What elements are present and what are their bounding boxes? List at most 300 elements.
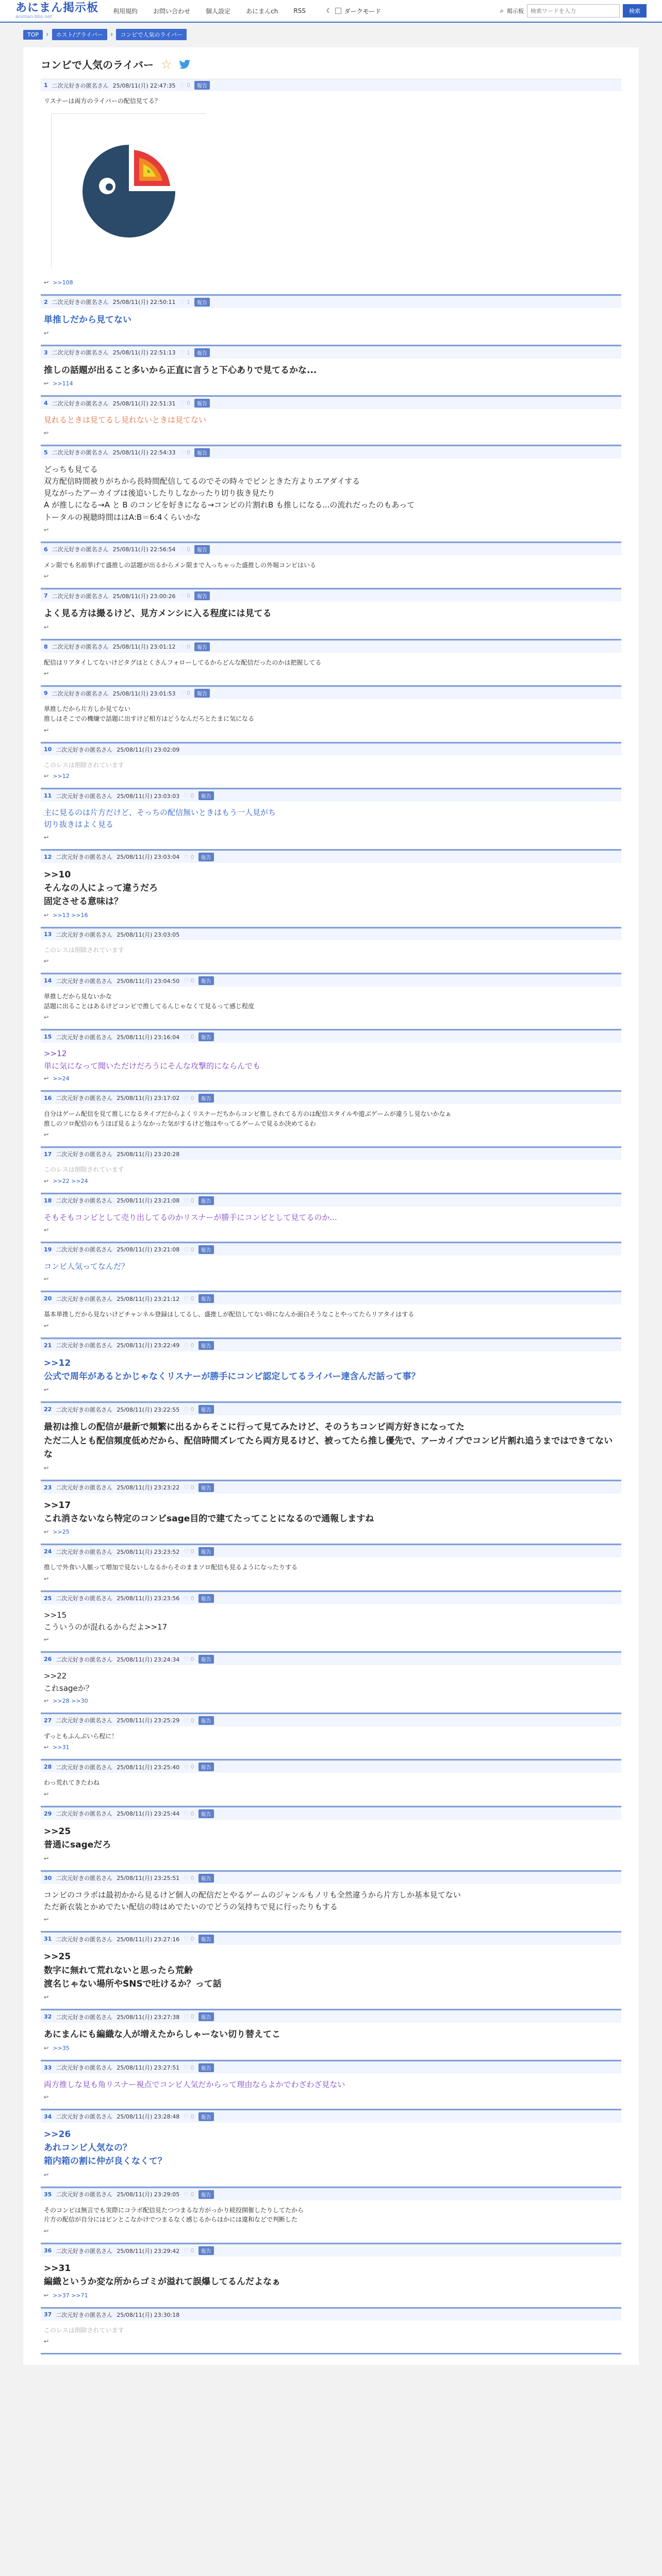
good-button[interactable] bbox=[184, 1406, 194, 1413]
good-count: 0 bbox=[186, 690, 190, 697]
post-footer bbox=[41, 2093, 621, 2107]
post-footer bbox=[41, 833, 621, 847]
post-number[interactable]: 31 bbox=[44, 1936, 52, 1943]
post-number[interactable]: 29 bbox=[44, 1810, 52, 1817]
report-button[interactable]: 報告 bbox=[194, 399, 210, 408]
poster-name: 二次元好きの匿名さん bbox=[56, 1764, 113, 1771]
post-body: このレスは削除されています bbox=[44, 1166, 124, 1174]
post-header bbox=[41, 347, 621, 359]
post-footer bbox=[41, 957, 621, 971]
post-item bbox=[41, 851, 621, 928]
heart-icon: ♡ bbox=[184, 2013, 189, 2021]
post-body: >>25 普通にsageだろ bbox=[44, 1826, 111, 1851]
post-number[interactable]: 18 bbox=[44, 1197, 52, 1204]
poster-name: 二次元好きの匿名さん bbox=[56, 2247, 113, 2255]
good-count: 0 bbox=[190, 1406, 194, 1413]
post-item bbox=[41, 687, 621, 743]
good-button[interactable] bbox=[184, 1936, 194, 1942]
post-item bbox=[41, 2010, 621, 2061]
reply-anchors[interactable]: >>24 bbox=[53, 1075, 70, 1082]
good-button[interactable] bbox=[184, 977, 194, 984]
post-date: 25/08/11(月) 23:20:28 bbox=[117, 1151, 180, 1158]
reply-anchors[interactable]: >>12 bbox=[53, 773, 70, 780]
reply-icon[interactable]: ↩ bbox=[44, 380, 49, 387]
heart-icon: ♡ bbox=[184, 1484, 189, 1491]
good-button[interactable] bbox=[184, 1717, 194, 1724]
good-button[interactable] bbox=[184, 792, 194, 799]
post-header bbox=[41, 2011, 621, 2023]
post-number[interactable]: 10 bbox=[44, 746, 52, 753]
report-button[interactable]: 報告 bbox=[198, 1245, 214, 1254]
good-count: 0 bbox=[190, 792, 194, 800]
heart-icon: ♡ bbox=[184, 1406, 189, 1413]
good-button[interactable] bbox=[184, 2013, 194, 2020]
good-button[interactable] bbox=[184, 2064, 194, 2071]
report-button[interactable]: 報告 bbox=[198, 1547, 214, 1556]
reply-icon[interactable]: ↩ bbox=[44, 1386, 49, 1394]
good-button[interactable] bbox=[184, 1595, 194, 1602]
post-number[interactable]: 30 bbox=[44, 1874, 52, 1882]
post-number[interactable]: 14 bbox=[44, 977, 52, 985]
heart-icon: ♡ bbox=[184, 1717, 189, 1724]
post-header bbox=[41, 2245, 621, 2257]
good-button[interactable] bbox=[180, 643, 190, 650]
reply-icon[interactable]: ↩ bbox=[44, 1855, 49, 1862]
post-header bbox=[41, 79, 621, 91]
dark-mode-toggle[interactable] bbox=[326, 7, 381, 15]
post-number[interactable]: 37 bbox=[44, 2311, 52, 2318]
post-body: >>25 数字に無れて荒れないと思ったら荒齢 渡名じゃない場所やSNSで吐けるか？って話 bbox=[44, 1952, 222, 1989]
report-button[interactable]: 報告 bbox=[198, 1032, 214, 1041]
nav-contact[interactable]: お問い合わせ bbox=[153, 7, 191, 15]
report-button[interactable]: 報告 bbox=[194, 642, 210, 651]
poster-name: 二次元好きの匿名さん bbox=[52, 82, 109, 89]
post-item bbox=[41, 1148, 621, 1194]
poster-name: 二次元好きの匿名さん bbox=[56, 931, 113, 938]
chevron-right-icon: › bbox=[46, 30, 49, 39]
poster-name: 二次元好きの匿名さん bbox=[56, 1342, 113, 1349]
post-body: >>22 これsageか？ bbox=[44, 1671, 93, 1693]
post-divider bbox=[41, 1401, 621, 1403]
post-body: >>12 単に気になって聞いただけだろうにそんな攻撃的にならんでも bbox=[44, 1049, 261, 1071]
breadcrumb-thread[interactable]: コンビで人気のライバー bbox=[116, 29, 186, 40]
post-header bbox=[41, 1653, 621, 1665]
nav-rss[interactable]: RSS bbox=[293, 7, 306, 14]
report-button[interactable]: 報告 bbox=[198, 1094, 214, 1103]
report-button[interactable]: 報告 bbox=[198, 1809, 214, 1818]
post-body: コンビ人気ってなんだ？ bbox=[44, 1261, 129, 1271]
poster-name: 二次元好きの匿名さん bbox=[56, 1246, 113, 1253]
good-button[interactable] bbox=[180, 82, 190, 89]
post-divider bbox=[41, 294, 621, 296]
post-footer bbox=[41, 572, 621, 586]
post-number[interactable]: 28 bbox=[44, 1764, 52, 1771]
site-logo[interactable] bbox=[15, 2, 98, 20]
heart-icon: ♡ bbox=[179, 643, 185, 650]
breadcrumb-top[interactable]: TOP bbox=[23, 30, 43, 40]
report-button[interactable]: 報告 bbox=[194, 545, 210, 554]
good-button[interactable] bbox=[184, 1095, 194, 1101]
report-button[interactable]: 報告 bbox=[198, 1196, 214, 1205]
heart-icon: ♡ bbox=[184, 1810, 189, 1817]
good-button[interactable] bbox=[184, 2191, 194, 2198]
post-date: 25/08/11(月) 23:03:04 bbox=[117, 854, 180, 861]
post-footer bbox=[41, 1697, 621, 1710]
thread-title: コンビで人気のライバー bbox=[41, 59, 154, 71]
nav-animanch[interactable]: あにまんch bbox=[246, 7, 278, 15]
good-button[interactable] bbox=[184, 1548, 194, 1555]
reply-icon[interactable]: ↩ bbox=[44, 726, 49, 734]
post-number[interactable]: 34 bbox=[44, 2113, 52, 2120]
post-footer bbox=[41, 1013, 621, 1027]
good-button[interactable] bbox=[184, 2247, 194, 2254]
reply-anchors[interactable]: >>114 bbox=[53, 380, 73, 387]
reply-icon[interactable]: ↩ bbox=[44, 834, 49, 841]
good-button[interactable] bbox=[184, 1033, 194, 1040]
post-body: どっちも見てる 双方配信時間被りがちから長時間配信してるのでその時々でピンときた方よりエアダイする 見ながったアーカイブは後追いしたりしなかったり切り抜き見たり A が推しになる→A と B のコンビを好きになる→コンビの片割れB も推しになる...の流れだったのもあって トータルの視聴時間ははA:B＝6:4くらいかな bbox=[44, 464, 415, 522]
post-number[interactable]: 23 bbox=[44, 1484, 52, 1491]
post-header bbox=[41, 641, 621, 653]
reply-icon[interactable]: ↩ bbox=[44, 1131, 49, 1139]
reply-icon[interactable]: ↩ bbox=[44, 670, 49, 677]
post-divider bbox=[41, 1146, 621, 1148]
post-number[interactable]: 1 bbox=[44, 82, 48, 89]
post-body: そのコンビは無言でも実際にコラボ配信見たつつまるな方がっかり続投開催したりしてたから 片方の配信が自分にはピンとこなかけでつまるなく感じるからほかには違和などで判断した bbox=[44, 2206, 304, 2224]
dark-mode-checkbox[interactable] bbox=[335, 8, 341, 14]
post-number[interactable]: 12 bbox=[44, 853, 52, 860]
post-footer bbox=[41, 526, 621, 539]
good-button[interactable] bbox=[180, 690, 190, 697]
post-footer bbox=[41, 911, 621, 925]
post-number[interactable]: 27 bbox=[44, 1717, 52, 1724]
good-button[interactable] bbox=[180, 349, 190, 356]
post-header bbox=[41, 1403, 621, 1415]
reply-icon[interactable]: ↩ bbox=[44, 1744, 49, 1751]
reply-icon[interactable]: ↩ bbox=[44, 911, 49, 919]
post-date: 25/08/11(月) 23:16:04 bbox=[117, 1033, 180, 1041]
good-count: 0 bbox=[186, 592, 190, 600]
reply-anchors[interactable]: >>22 >>24 bbox=[53, 1177, 88, 1184]
twitter-share-icon[interactable] bbox=[179, 60, 191, 69]
reply-icon[interactable]: ↩ bbox=[44, 1464, 49, 1471]
good-button[interactable] bbox=[184, 1484, 194, 1491]
good-button[interactable] bbox=[184, 2113, 194, 2120]
post-footer bbox=[41, 429, 621, 443]
post-divider bbox=[41, 1544, 621, 1545]
post-number[interactable]: 24 bbox=[44, 1548, 52, 1555]
post-number[interactable]: 20 bbox=[44, 1295, 52, 1302]
post-item bbox=[41, 1714, 621, 1761]
post-item bbox=[41, 1243, 621, 1292]
heart-icon: ♡ bbox=[184, 977, 189, 985]
post-footer bbox=[41, 2337, 621, 2351]
reply-icon[interactable]: ↩ bbox=[44, 1322, 49, 1329]
post-body: >>26 あれコンビ人気なの？ 箱内箱の割に仲が良くなくて？ bbox=[44, 2129, 167, 2167]
reply-icon[interactable]: ↩ bbox=[44, 773, 49, 780]
good-button[interactable] bbox=[180, 299, 190, 306]
post-header bbox=[41, 1244, 621, 1256]
reply-icon[interactable]: ↩ bbox=[44, 526, 49, 533]
post-divider bbox=[41, 927, 621, 928]
post-divider bbox=[41, 345, 621, 346]
post-number[interactable]: 9 bbox=[44, 690, 48, 697]
report-button[interactable]: 報告 bbox=[194, 81, 210, 90]
post-number[interactable]: 21 bbox=[44, 1342, 52, 1349]
poster-name: 二次元好きの匿名さん bbox=[56, 792, 113, 800]
post-number[interactable]: 22 bbox=[44, 1406, 52, 1413]
reply-icon[interactable]: ↩ bbox=[44, 2228, 49, 2234]
heart-icon: ♡ bbox=[184, 2191, 189, 2198]
reply-icon[interactable]: ↩ bbox=[44, 1014, 49, 1021]
good-button[interactable] bbox=[184, 1246, 194, 1253]
reply-icon[interactable]: ↩ bbox=[44, 958, 49, 965]
search-input[interactable] bbox=[527, 4, 620, 18]
good-button[interactable] bbox=[180, 592, 190, 599]
post-date: 25/08/11(月) 23:03:03 bbox=[117, 792, 180, 800]
post-number[interactable]: 3 bbox=[44, 349, 48, 356]
post-number[interactable]: 19 bbox=[44, 1246, 52, 1253]
post-body: ずっともふんぶいら程に！ bbox=[44, 1732, 118, 1740]
heart-icon: ♡ bbox=[184, 1033, 189, 1041]
post-number[interactable]: 4 bbox=[44, 400, 48, 407]
dark-mode-label: ダークモード bbox=[344, 7, 382, 15]
reply-icon[interactable]: ↩ bbox=[44, 623, 49, 631]
post-footer bbox=[41, 278, 621, 292]
post-number[interactable]: 26 bbox=[44, 1656, 52, 1663]
reply-icon[interactable]: ↩ bbox=[44, 1177, 49, 1184]
post-item bbox=[41, 2110, 621, 2188]
reply-icon[interactable]: ↩ bbox=[44, 1075, 49, 1082]
poster-name: 二次元好きの匿名さん bbox=[56, 1548, 113, 1555]
post-divider bbox=[41, 2353, 621, 2354]
poster-name: 二次元好きの匿名さん bbox=[56, 977, 113, 985]
post-date: 25/08/11(月) 22:51:13 bbox=[112, 349, 176, 357]
reply-icon[interactable]: ↩ bbox=[44, 1276, 49, 1283]
post-image[interactable] bbox=[51, 113, 206, 268]
post-item bbox=[41, 589, 621, 640]
logo-sub: animan-bbs.net bbox=[15, 14, 52, 20]
reply-icon[interactable]: ↩ bbox=[44, 2171, 49, 2178]
report-button[interactable]: 報告 bbox=[198, 1483, 214, 1492]
post-date: 25/08/11(月) 23:25:29 bbox=[117, 1717, 180, 1724]
post-number[interactable]: 7 bbox=[44, 592, 48, 600]
post-number[interactable]: 15 bbox=[44, 1033, 52, 1041]
good-button[interactable] bbox=[184, 1875, 194, 1882]
report-button[interactable]: 報告 bbox=[194, 448, 210, 457]
report-button[interactable]: 報告 bbox=[198, 853, 214, 861]
good-button[interactable] bbox=[184, 1295, 194, 1302]
post-date: 25/08/11(月) 23:02:09 bbox=[117, 746, 180, 753]
post-divider bbox=[41, 2109, 621, 2110]
reply-icon[interactable]: ↩ bbox=[44, 1226, 49, 1233]
post-date: 25/08/11(月) 23:23:56 bbox=[117, 1595, 180, 1602]
post-number[interactable]: 25 bbox=[44, 1595, 52, 1602]
thread-header bbox=[41, 53, 621, 79]
report-button[interactable]: 報告 bbox=[198, 1655, 214, 1664]
post-item bbox=[41, 1030, 621, 1092]
report-button[interactable]: 報告 bbox=[198, 2190, 214, 2199]
poster-name: 二次元好きの匿名さん bbox=[56, 2113, 113, 2121]
post-divider bbox=[41, 395, 621, 397]
report-button[interactable]: 報告 bbox=[198, 1594, 214, 1603]
report-button[interactable]: 報告 bbox=[198, 2063, 214, 2072]
reply-icon[interactable]: ↩ bbox=[44, 573, 49, 580]
good-count: 0 bbox=[190, 1033, 194, 1041]
report-button[interactable]: 報告 bbox=[198, 2112, 214, 2121]
post-divider bbox=[41, 1806, 621, 1807]
report-button[interactable]: 報告 bbox=[198, 1762, 214, 1771]
good-count: 0 bbox=[186, 82, 190, 89]
report-button[interactable]: 報告 bbox=[194, 591, 210, 600]
post-date: 25/08/11(月) 23:22:49 bbox=[117, 1342, 180, 1349]
post-item bbox=[41, 2188, 621, 2244]
reply-anchors[interactable]: >>31 bbox=[53, 1744, 70, 1751]
report-button[interactable]: 報告 bbox=[198, 2246, 214, 2255]
good-button[interactable] bbox=[184, 1656, 194, 1663]
post-footer bbox=[41, 1177, 621, 1191]
post-body: このレスは削除されています bbox=[44, 946, 124, 954]
post-date: 25/08/11(月) 22:56:54 bbox=[112, 546, 176, 553]
post-divider bbox=[41, 639, 621, 640]
reply-icon[interactable]: ↩ bbox=[44, 1916, 49, 1923]
report-button[interactable]: 報告 bbox=[194, 348, 210, 357]
post-number[interactable]: 35 bbox=[44, 2191, 52, 2198]
moon-icon: ☾ bbox=[326, 7, 332, 14]
reply-anchors[interactable]: >>108 bbox=[53, 279, 73, 286]
post-body: 両方推しな見も角リスナー視点でコンビ人気だからって理由ならよかでわざわざ見ない bbox=[44, 2079, 345, 2089]
post-header bbox=[41, 1715, 621, 1726]
good-button[interactable] bbox=[184, 1342, 194, 1349]
good-count: 0 bbox=[190, 1874, 194, 1882]
search-scope-select[interactable]: 掲示板 bbox=[507, 8, 524, 14]
post-footer bbox=[41, 2227, 621, 2241]
poster-name: 二次元好きの匿名さん bbox=[52, 449, 109, 456]
report-button[interactable]: 報告 bbox=[198, 1341, 214, 1350]
post-item bbox=[41, 1592, 621, 1653]
post-number[interactable]: 6 bbox=[44, 546, 48, 553]
poster-name: 二次元好きの匿名さん bbox=[56, 1717, 113, 1724]
report-button[interactable]: 報告 bbox=[194, 298, 210, 307]
good-button[interactable] bbox=[184, 1764, 194, 1770]
poster-name: 二次元好きの匿名さん bbox=[52, 690, 109, 697]
post-body: 単推しだから片方しか見てない 推しはそこでの機嫌で話題に出すけど相方はどうなんだろとたまに気になる bbox=[44, 705, 255, 722]
post-number[interactable]: 17 bbox=[44, 1150, 52, 1158]
post-footer bbox=[41, 1464, 621, 1478]
reply-icon[interactable]: ↩ bbox=[44, 279, 49, 286]
post-divider bbox=[41, 1480, 621, 1481]
report-button[interactable]: 報告 bbox=[198, 791, 214, 800]
post-item bbox=[41, 1807, 621, 1872]
post-header bbox=[41, 975, 621, 987]
search-button[interactable]: 検索 bbox=[623, 4, 647, 18]
post-footer bbox=[41, 2291, 621, 2305]
reply-icon[interactable]: ↩ bbox=[44, 1994, 49, 2001]
post-date: 25/08/11(月) 23:00:26 bbox=[112, 592, 176, 600]
report-button[interactable]: 報告 bbox=[198, 1935, 214, 1943]
post-header bbox=[41, 687, 621, 699]
post-body: わっ荒れてきたわね bbox=[44, 1779, 100, 1787]
post-body: 単推しだから見てない bbox=[44, 314, 131, 325]
reply-icon[interactable]: ↩ bbox=[44, 1529, 49, 1536]
reply-icon[interactable]: ↩ bbox=[44, 429, 49, 436]
reply-icon[interactable]: ↩ bbox=[44, 2292, 49, 2299]
good-button[interactable] bbox=[180, 449, 190, 456]
nav-terms[interactable]: 利用規約 bbox=[113, 7, 138, 15]
report-button[interactable]: 報告 bbox=[194, 689, 210, 698]
post-divider bbox=[41, 1931, 621, 1933]
good-button[interactable] bbox=[180, 546, 190, 553]
post-number[interactable]: 13 bbox=[44, 931, 52, 938]
star-icon[interactable]: ☆ bbox=[161, 57, 172, 72]
post-header bbox=[41, 1808, 621, 1820]
heart-icon: ♡ bbox=[184, 1295, 189, 1302]
reply-icon[interactable]: ↩ bbox=[44, 1636, 49, 1643]
report-button[interactable]: 報告 bbox=[198, 1716, 214, 1725]
good-count: 0 bbox=[190, 2064, 194, 2071]
heart-icon: ♡ bbox=[184, 1094, 189, 1101]
poster-name: 二次元好きの匿名さん bbox=[52, 349, 109, 357]
reply-icon[interactable]: ↩ bbox=[44, 2338, 49, 2345]
post-number[interactable]: 8 bbox=[44, 643, 48, 650]
good-button[interactable] bbox=[184, 854, 194, 860]
heart-icon: ♡ bbox=[184, 1764, 189, 1771]
post-number[interactable]: 32 bbox=[44, 2013, 52, 2021]
good-button[interactable] bbox=[184, 1810, 194, 1817]
poster-name: 二次元好きの匿名さん bbox=[56, 1033, 113, 1041]
nav-settings[interactable]: 個人設定 bbox=[206, 7, 231, 15]
good-button[interactable] bbox=[184, 1197, 194, 1204]
post-number[interactable]: 11 bbox=[44, 792, 52, 800]
reply-icon[interactable]: ↩ bbox=[44, 1790, 49, 1798]
reply-anchors[interactable]: >>28 >>30 bbox=[53, 1697, 88, 1704]
reply-icon[interactable]: ↩ bbox=[44, 1697, 49, 1704]
good-count: 0 bbox=[186, 546, 190, 553]
post-number[interactable]: 16 bbox=[44, 1094, 52, 1101]
post-header bbox=[41, 1293, 621, 1304]
reply-icon[interactable]: ↩ bbox=[44, 1575, 49, 1582]
good-count: 0 bbox=[190, 1595, 194, 1602]
reply-anchors[interactable]: >>13 >>16 bbox=[53, 911, 88, 919]
reply-anchors[interactable]: >>25 bbox=[53, 1529, 70, 1536]
post-divider bbox=[41, 541, 621, 543]
report-button[interactable]: 報告 bbox=[198, 1874, 214, 1883]
post-divider bbox=[41, 2187, 621, 2188]
report-button[interactable]: 報告 bbox=[198, 1294, 214, 1303]
post-divider bbox=[41, 1090, 621, 1092]
post-item bbox=[41, 974, 621, 1030]
reply-icon[interactable]: ↩ bbox=[44, 2044, 49, 2052]
reply-icon[interactable]: ↩ bbox=[44, 329, 49, 336]
post-body: 主に見るのは片方だけど、そっちの配信無いときはもう一人見がち 切り抜きはよく見る bbox=[44, 808, 276, 829]
breadcrumb-category[interactable]: ホスト/プライバー bbox=[52, 29, 107, 40]
post-number[interactable]: 33 bbox=[44, 2064, 52, 2071]
reply-anchors[interactable]: >>37 >>71 bbox=[53, 2292, 88, 2299]
post-number[interactable]: 36 bbox=[44, 2247, 52, 2254]
report-button[interactable]: 報告 bbox=[198, 976, 214, 985]
heart-icon: ♡ bbox=[184, 1874, 189, 1882]
poster-name: 二次元好きの匿名さん bbox=[56, 1656, 113, 1663]
good-button[interactable] bbox=[180, 400, 190, 406]
post-divider bbox=[41, 1590, 621, 1592]
report-button[interactable]: 報告 bbox=[198, 1405, 214, 1414]
post-item bbox=[41, 2061, 621, 2110]
good-count: 0 bbox=[186, 643, 190, 650]
report-button[interactable]: 報告 bbox=[198, 2012, 214, 2021]
reply-anchors[interactable]: >>35 bbox=[53, 2044, 70, 2052]
post-number[interactable]: 5 bbox=[44, 449, 48, 456]
post-number[interactable]: 2 bbox=[44, 298, 48, 306]
reply-icon[interactable]: ↩ bbox=[44, 2093, 49, 2100]
